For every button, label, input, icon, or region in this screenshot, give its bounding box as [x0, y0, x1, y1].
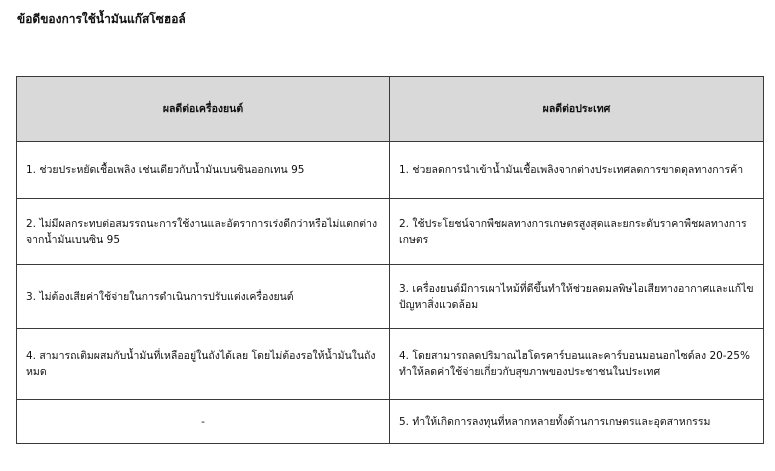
- country-benefit-cell: 4. โดยสามารถลดปริมาณไฮโดรคาร์บอนและคาร์บอนมอนอกไซด์ลง 20-25% ทำให้ลดค่าใช้จ่ายเกี่ยวกับสุขภาพของประชาชนในประเทศ: [390, 329, 764, 400]
- advantages-table: [16, 76, 764, 444]
- header-country-benefits: ผลดีต่อประเทศ: [390, 77, 764, 142]
- table-header-row: [17, 77, 764, 142]
- table-row: [17, 199, 764, 265]
- header-engine-benefits: ผลดีต่อเครื่องยนต์: [17, 77, 390, 142]
- country-benefit-cell: 3. เครื่องยนต์มีการเผาไหม้ที่ดีขึ้นทำให้ช่วยลดมลพิษไอเสียทางอากาศและแก้ไขปัญหาสิ่งแวดล้อม: [390, 265, 764, 329]
- table-row: [17, 142, 764, 199]
- engine-benefit-cell: 2. ไม่มีผลกระทบต่อสมรรถนะการใช้งานและอัตราการเร่งดีกว่าหรือไม่แตกต่างจากน้ำมันเบนซิน 95: [17, 199, 390, 265]
- country-benefit-cell: 2. ใช้ประโยชน์จากพืชผลทางการเกษตรสูงสุดและยกระดับราคาพืชผลทางการเกษตร: [390, 199, 764, 265]
- country-benefit-cell: 5. ทำให้เกิดการลงทุนที่หลากหลายทั้งด้านการเกษตรและอุตสาหกรรม: [390, 400, 764, 444]
- table-row: [17, 265, 764, 329]
- engine-benefit-cell: -: [17, 400, 390, 444]
- page-title: ข้อดีของการใช้น้ำมันแก๊สโซฮอล์: [17, 12, 186, 26]
- engine-benefit-cell: 1. ช่วยประหยัดเชื้อเพลิง เช่นเดียวกับน้ำมันเบนซินออกเทน 95: [17, 142, 390, 199]
- country-benefit-cell: 1. ช่วยลดการนำเข้าน้ำมันเชื้อเพลิงจากต่างประเทศลดการขาดดุลทางการค้า: [390, 142, 764, 199]
- table-row: [17, 329, 764, 400]
- engine-benefit-cell: 3. ไม่ต้องเสียค่าใช้จ่ายในการดำเนินการปรับแต่งเครื่องยนต์: [17, 265, 390, 329]
- engine-benefit-cell: 4. สามารถเติมผสมกับน้ำมันที่เหลืออยู่ในถังได้เลย โดยไม่ต้องรอให้น้ำมันในถังหมด: [17, 329, 390, 400]
- table-row: [17, 400, 764, 444]
